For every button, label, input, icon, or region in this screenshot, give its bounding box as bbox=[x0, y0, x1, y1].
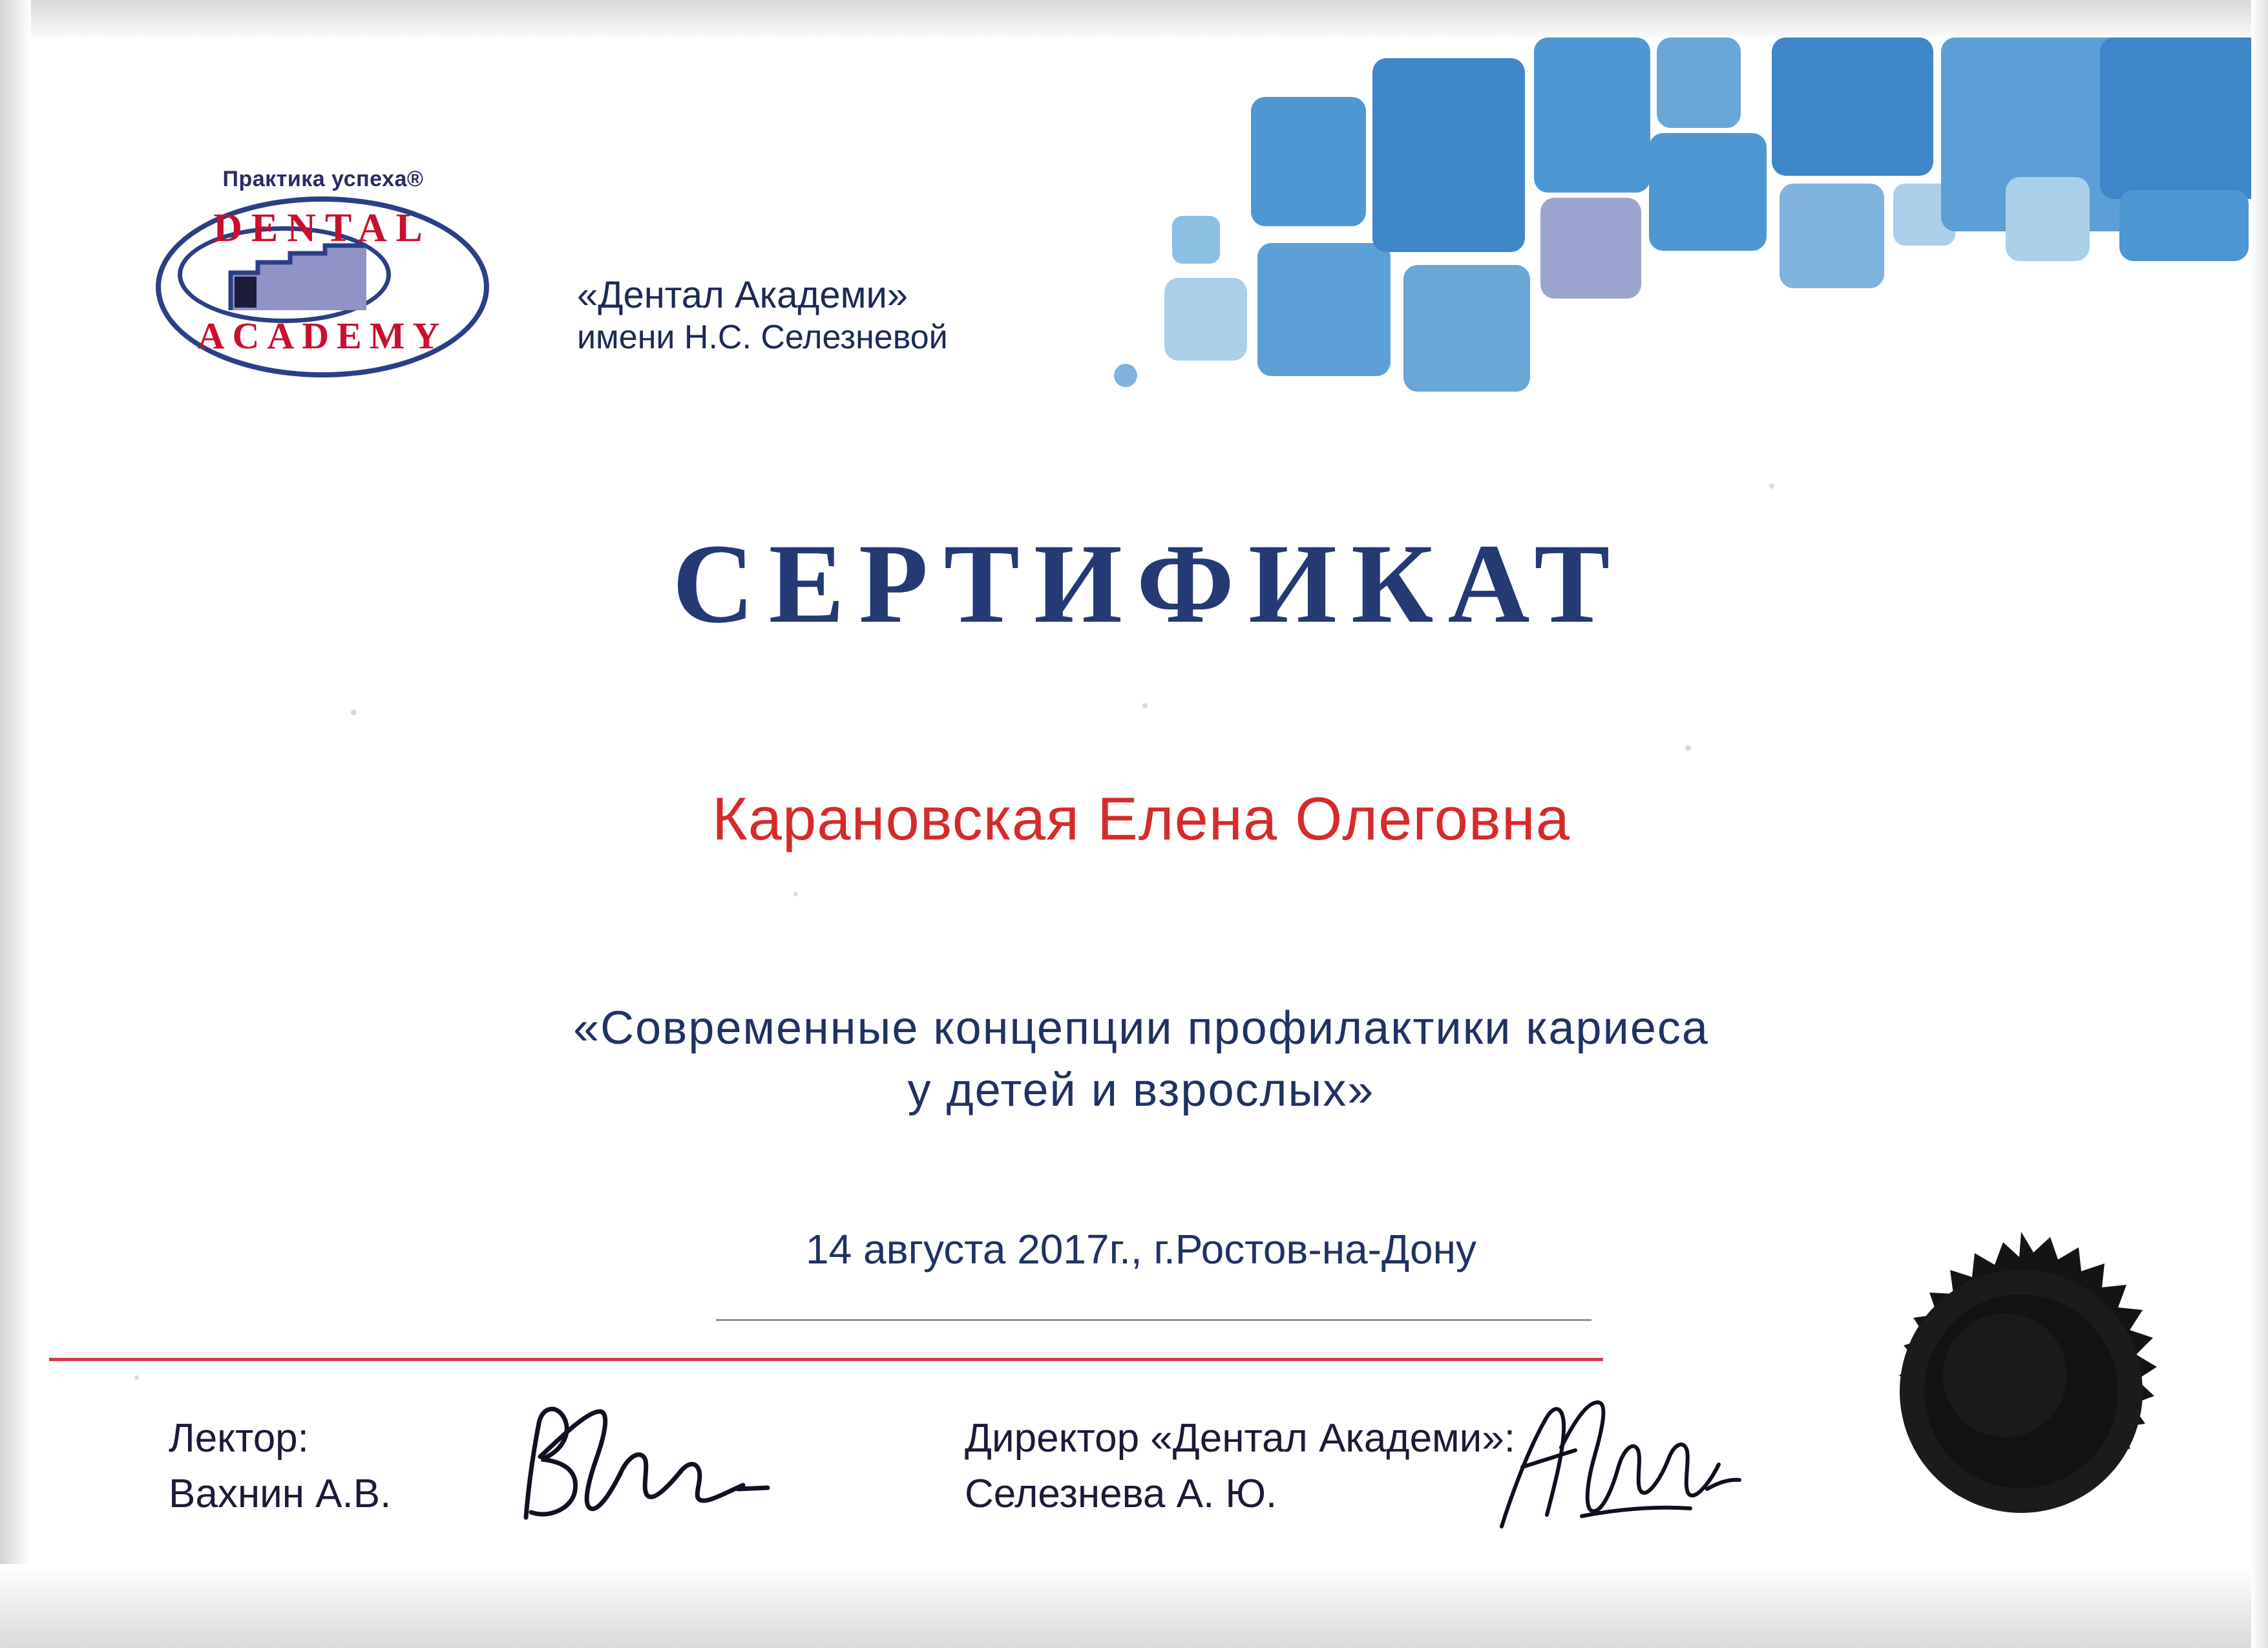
logo-word-top: DENTAL bbox=[213, 206, 432, 250]
logo-word-bottom: ACADEMY bbox=[197, 315, 448, 357]
organization-name-line2: имени Н.С. Селезневой bbox=[577, 319, 948, 357]
decorative-squares-graphic bbox=[1088, 37, 2251, 464]
embossed-seal bbox=[1856, 1227, 2186, 1556]
director-signature bbox=[1485, 1388, 1756, 1550]
course-title-line1: «Современные концепции профилактики кариеса bbox=[573, 1002, 1709, 1054]
lecturer-person: Вахнин А.В. bbox=[169, 1471, 392, 1516]
director-role: Директор «Дентал Академи»: bbox=[965, 1416, 1516, 1461]
academy-logo bbox=[131, 167, 512, 380]
certificate-sheet bbox=[31, 37, 2251, 1570]
lecturer-role: Лектор: bbox=[169, 1416, 309, 1461]
logo-tagline: Практика успеха® bbox=[222, 167, 424, 191]
scan-edge-top bbox=[0, 0, 2268, 43]
lecturer-block bbox=[169, 1411, 391, 1521]
course-title-line2: у детей и взрослых» bbox=[907, 1064, 1375, 1117]
divider-red bbox=[49, 1358, 1603, 1361]
director-block bbox=[965, 1411, 1515, 1521]
scan-edge-right bbox=[2251, 0, 2268, 1648]
recipient-name: Карановская Елена Олеговна bbox=[711, 785, 1571, 852]
event-date-location: 14 августа 2017г., г.Ростов-на-Дону bbox=[806, 1226, 1476, 1273]
lecturer-signature bbox=[503, 1395, 781, 1543]
organization-name-line1: «Дентал Академи» bbox=[577, 274, 908, 316]
scan-edge-bottom bbox=[0, 1564, 2268, 1648]
certificate-title: СЕРТИФИКАТ bbox=[672, 521, 1624, 647]
divider-thin bbox=[716, 1319, 1591, 1321]
scan-edge-left bbox=[0, 0, 31, 1648]
director-person: Селезнева А. Ю. bbox=[965, 1471, 1277, 1516]
course-title bbox=[31, 997, 2251, 1122]
stairs-mark-icon bbox=[228, 243, 370, 314]
organization-name bbox=[577, 273, 1288, 358]
